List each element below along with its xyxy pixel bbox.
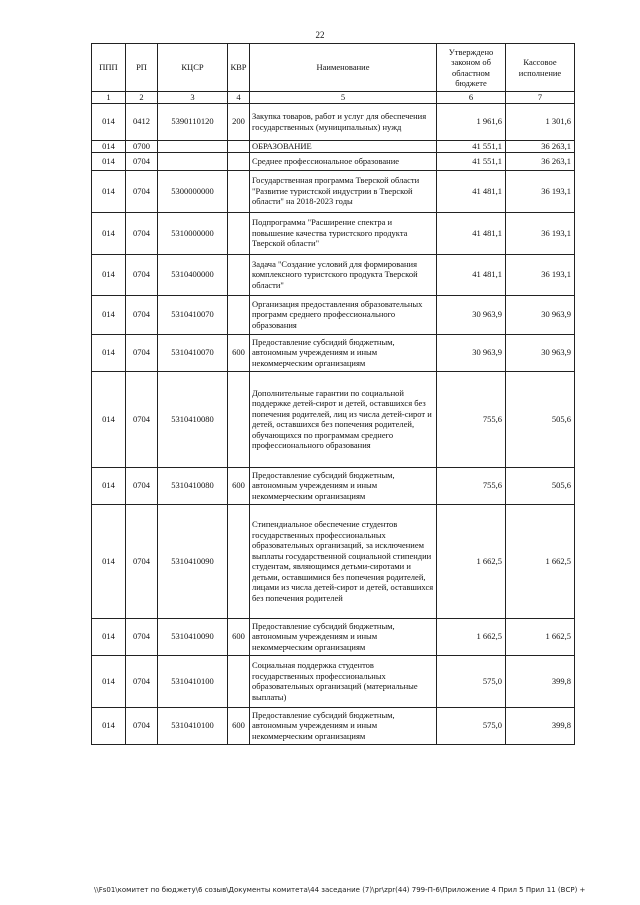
cell-kvr: [228, 254, 250, 295]
cell-rp: 0704: [126, 295, 158, 334]
header-approved: Утверждено законом об областном бюджете: [437, 44, 506, 92]
table-row: [92, 254, 575, 295]
cell-kcsr: 5310410100: [158, 707, 228, 744]
cell-rp: 0704: [126, 371, 158, 467]
cell-approved: 41 551,1: [437, 140, 506, 152]
cell-kcsr: 5390110120: [158, 103, 228, 140]
cell-kvr: 600: [228, 467, 250, 504]
cell-approved: 41 551,1: [437, 152, 506, 170]
cell-ppp: 014: [92, 212, 126, 254]
cell-name: Предоставление субсидий бюджетным, автономным учреждениям и иным некоммерческим организациям: [250, 618, 437, 655]
cell-kcsr: 5310410070: [158, 334, 228, 371]
table-row: [92, 504, 575, 618]
cell-ppp: 014: [92, 140, 126, 152]
cell-kvr: [228, 295, 250, 334]
budget-table: [91, 43, 575, 745]
column-number: 2: [126, 92, 158, 104]
cell-ppp: 014: [92, 467, 126, 504]
cell-executed: 505,6: [506, 467, 575, 504]
cell-name: Социальная поддержка студентов государственных профессиональных образовательных организаций (материальные выплаты): [250, 655, 437, 707]
cell-name: Стипендиальное обеспечение студентов государственных профессиональных образовательных организаций, за исключением выплаты государственной социальной стипендии студентам, являющимся детьми-сиротами и детьми, оставшимися без попечения родителей, лицами из числа детей-сирот и детей, оставшихся без попечения родителей: [250, 504, 437, 618]
cell-executed: 36 263,1: [506, 140, 575, 152]
cell-rp: 0704: [126, 254, 158, 295]
cell-approved: 41 481,1: [437, 254, 506, 295]
cell-kcsr: 5310400000: [158, 254, 228, 295]
cell-rp: 0704: [126, 212, 158, 254]
cell-ppp: 014: [92, 334, 126, 371]
cell-ppp: 014: [92, 371, 126, 467]
column-number: 4: [228, 92, 250, 104]
column-number: 6: [437, 92, 506, 104]
cell-kvr: [228, 170, 250, 212]
cell-approved: 575,0: [437, 707, 506, 744]
column-number: 3: [158, 92, 228, 104]
cell-executed: 30 963,9: [506, 334, 575, 371]
header-executed: Кассовое исполнение: [506, 44, 575, 92]
cell-kcsr: [158, 152, 228, 170]
cell-executed: 399,8: [506, 707, 575, 744]
table-row: [92, 103, 575, 140]
cell-executed: 30 963,9: [506, 295, 575, 334]
cell-rp: 0412: [126, 103, 158, 140]
cell-rp: 0704: [126, 467, 158, 504]
table-row: [92, 655, 575, 707]
cell-name: Предоставление субсидий бюджетным, автономным учреждениям и иным некоммерческим организациям: [250, 334, 437, 371]
cell-name: Дополнительные гарантии по социальной поддержке детей-сирот и детей, оставшихся без попечения родителей, лиц из числа детей-сирот и детей, оставшихся без попечения родителей, обучающихся по программам среднего профессионального образования: [250, 371, 437, 467]
cell-rp: 0704: [126, 170, 158, 212]
cell-ppp: 014: [92, 152, 126, 170]
column-number: 1: [92, 92, 126, 104]
column-number: 7: [506, 92, 575, 104]
cell-executed: 36 193,1: [506, 170, 575, 212]
cell-kcsr: 5310000000: [158, 212, 228, 254]
cell-approved: 41 481,1: [437, 170, 506, 212]
cell-ppp: 014: [92, 295, 126, 334]
table-row: [92, 295, 575, 334]
cell-ppp: 014: [92, 618, 126, 655]
cell-kcsr: 5310410090: [158, 618, 228, 655]
cell-kvr: 600: [228, 618, 250, 655]
cell-ppp: 014: [92, 170, 126, 212]
cell-kvr: 600: [228, 334, 250, 371]
cell-approved: 755,6: [437, 467, 506, 504]
cell-executed: 1 301,6: [506, 103, 575, 140]
cell-approved: 41 481,1: [437, 212, 506, 254]
cell-kcsr: [158, 140, 228, 152]
cell-kvr: [228, 371, 250, 467]
table-row: [92, 334, 575, 371]
table-row: [92, 467, 575, 504]
header-name: Наименование: [250, 44, 437, 92]
cell-approved: 575,0: [437, 655, 506, 707]
cell-name: Организация предоставления образовательных программ среднего профессионального образования: [250, 295, 437, 334]
cell-ppp: 014: [92, 707, 126, 744]
cell-executed: 399,8: [506, 655, 575, 707]
cell-rp: 0704: [126, 504, 158, 618]
column-number: 5: [250, 92, 437, 104]
cell-rp: 0704: [126, 618, 158, 655]
cell-name: Среднее профессиональное образование: [250, 152, 437, 170]
cell-ppp: 014: [92, 504, 126, 618]
table-header-row: [92, 44, 575, 92]
cell-ppp: 014: [92, 254, 126, 295]
cell-kvr: [228, 504, 250, 618]
cell-rp: 0704: [126, 707, 158, 744]
cell-kcsr: 5310410090: [158, 504, 228, 618]
cell-approved: 1 662,5: [437, 504, 506, 618]
cell-rp: 0700: [126, 140, 158, 152]
cell-kcsr: 5310410070: [158, 295, 228, 334]
table-body: [92, 103, 575, 744]
cell-approved: 1 662,5: [437, 618, 506, 655]
header-ppp: ППП: [92, 44, 126, 92]
cell-ppp: 014: [92, 655, 126, 707]
page-number: 22: [315, 30, 325, 40]
cell-name: Предоставление субсидий бюджетным, автономным учреждениям и иным некоммерческим организациям: [250, 467, 437, 504]
table-row: [92, 212, 575, 254]
cell-kcsr: 5310410100: [158, 655, 228, 707]
cell-kvr: [228, 212, 250, 254]
table-row: [92, 371, 575, 467]
cell-rp: 0704: [126, 334, 158, 371]
cell-ppp: 014: [92, 103, 126, 140]
cell-name: Государственная программа Тверской области "Развитие туристской индустрии в Тверской области" на 2018-2023 годы: [250, 170, 437, 212]
cell-kvr: 200: [228, 103, 250, 140]
cell-executed: 36 193,1: [506, 254, 575, 295]
cell-executed: 36 193,1: [506, 212, 575, 254]
cell-kvr: [228, 140, 250, 152]
header-kcsr: КЦСР: [158, 44, 228, 92]
table-row: [92, 707, 575, 744]
cell-kvr: [228, 152, 250, 170]
cell-kvr: 600: [228, 707, 250, 744]
cell-executed: 1 662,5: [506, 618, 575, 655]
cell-approved: 30 963,9: [437, 295, 506, 334]
cell-approved: 1 961,6: [437, 103, 506, 140]
file-path-footer: \\Fs01\комитет по бюджету\6 созыв\Документы комитета\44 заседание (7)\pr\zpr(44) 799-П-6\Приложение 4 Прил 5 Прил 11 (ВСР) +: [94, 886, 586, 894]
cell-kvr: [228, 655, 250, 707]
cell-rp: 0704: [126, 655, 158, 707]
table-row: [92, 618, 575, 655]
column-number-row: [92, 92, 575, 104]
cell-kcsr: 5310410080: [158, 371, 228, 467]
cell-executed: 36 263,1: [506, 152, 575, 170]
cell-executed: 505,6: [506, 371, 575, 467]
table-row: [92, 140, 575, 152]
header-rp: РП: [126, 44, 158, 92]
cell-name: Закупка товаров, работ и услуг для обеспечения государственных (муниципальных) нужд: [250, 103, 437, 140]
cell-name: ОБРАЗОВАНИЕ: [250, 140, 437, 152]
table-row: [92, 152, 575, 170]
header-kvr: КВР: [228, 44, 250, 92]
cell-executed: 1 662,5: [506, 504, 575, 618]
table-row: [92, 170, 575, 212]
cell-name: Подпрограмма "Расширение спектра и повышение качества туристского продукта Тверской области": [250, 212, 437, 254]
cell-name: Задача "Создание условий для формирования комплексного туристского продукта Тверской области": [250, 254, 437, 295]
cell-kcsr: 5300000000: [158, 170, 228, 212]
cell-name: Предоставление субсидий бюджетным, автономным учреждениям и иным некоммерческим организациям: [250, 707, 437, 744]
cell-kcsr: 5310410080: [158, 467, 228, 504]
cell-approved: 755,6: [437, 371, 506, 467]
cell-rp: 0704: [126, 152, 158, 170]
cell-approved: 30 963,9: [437, 334, 506, 371]
